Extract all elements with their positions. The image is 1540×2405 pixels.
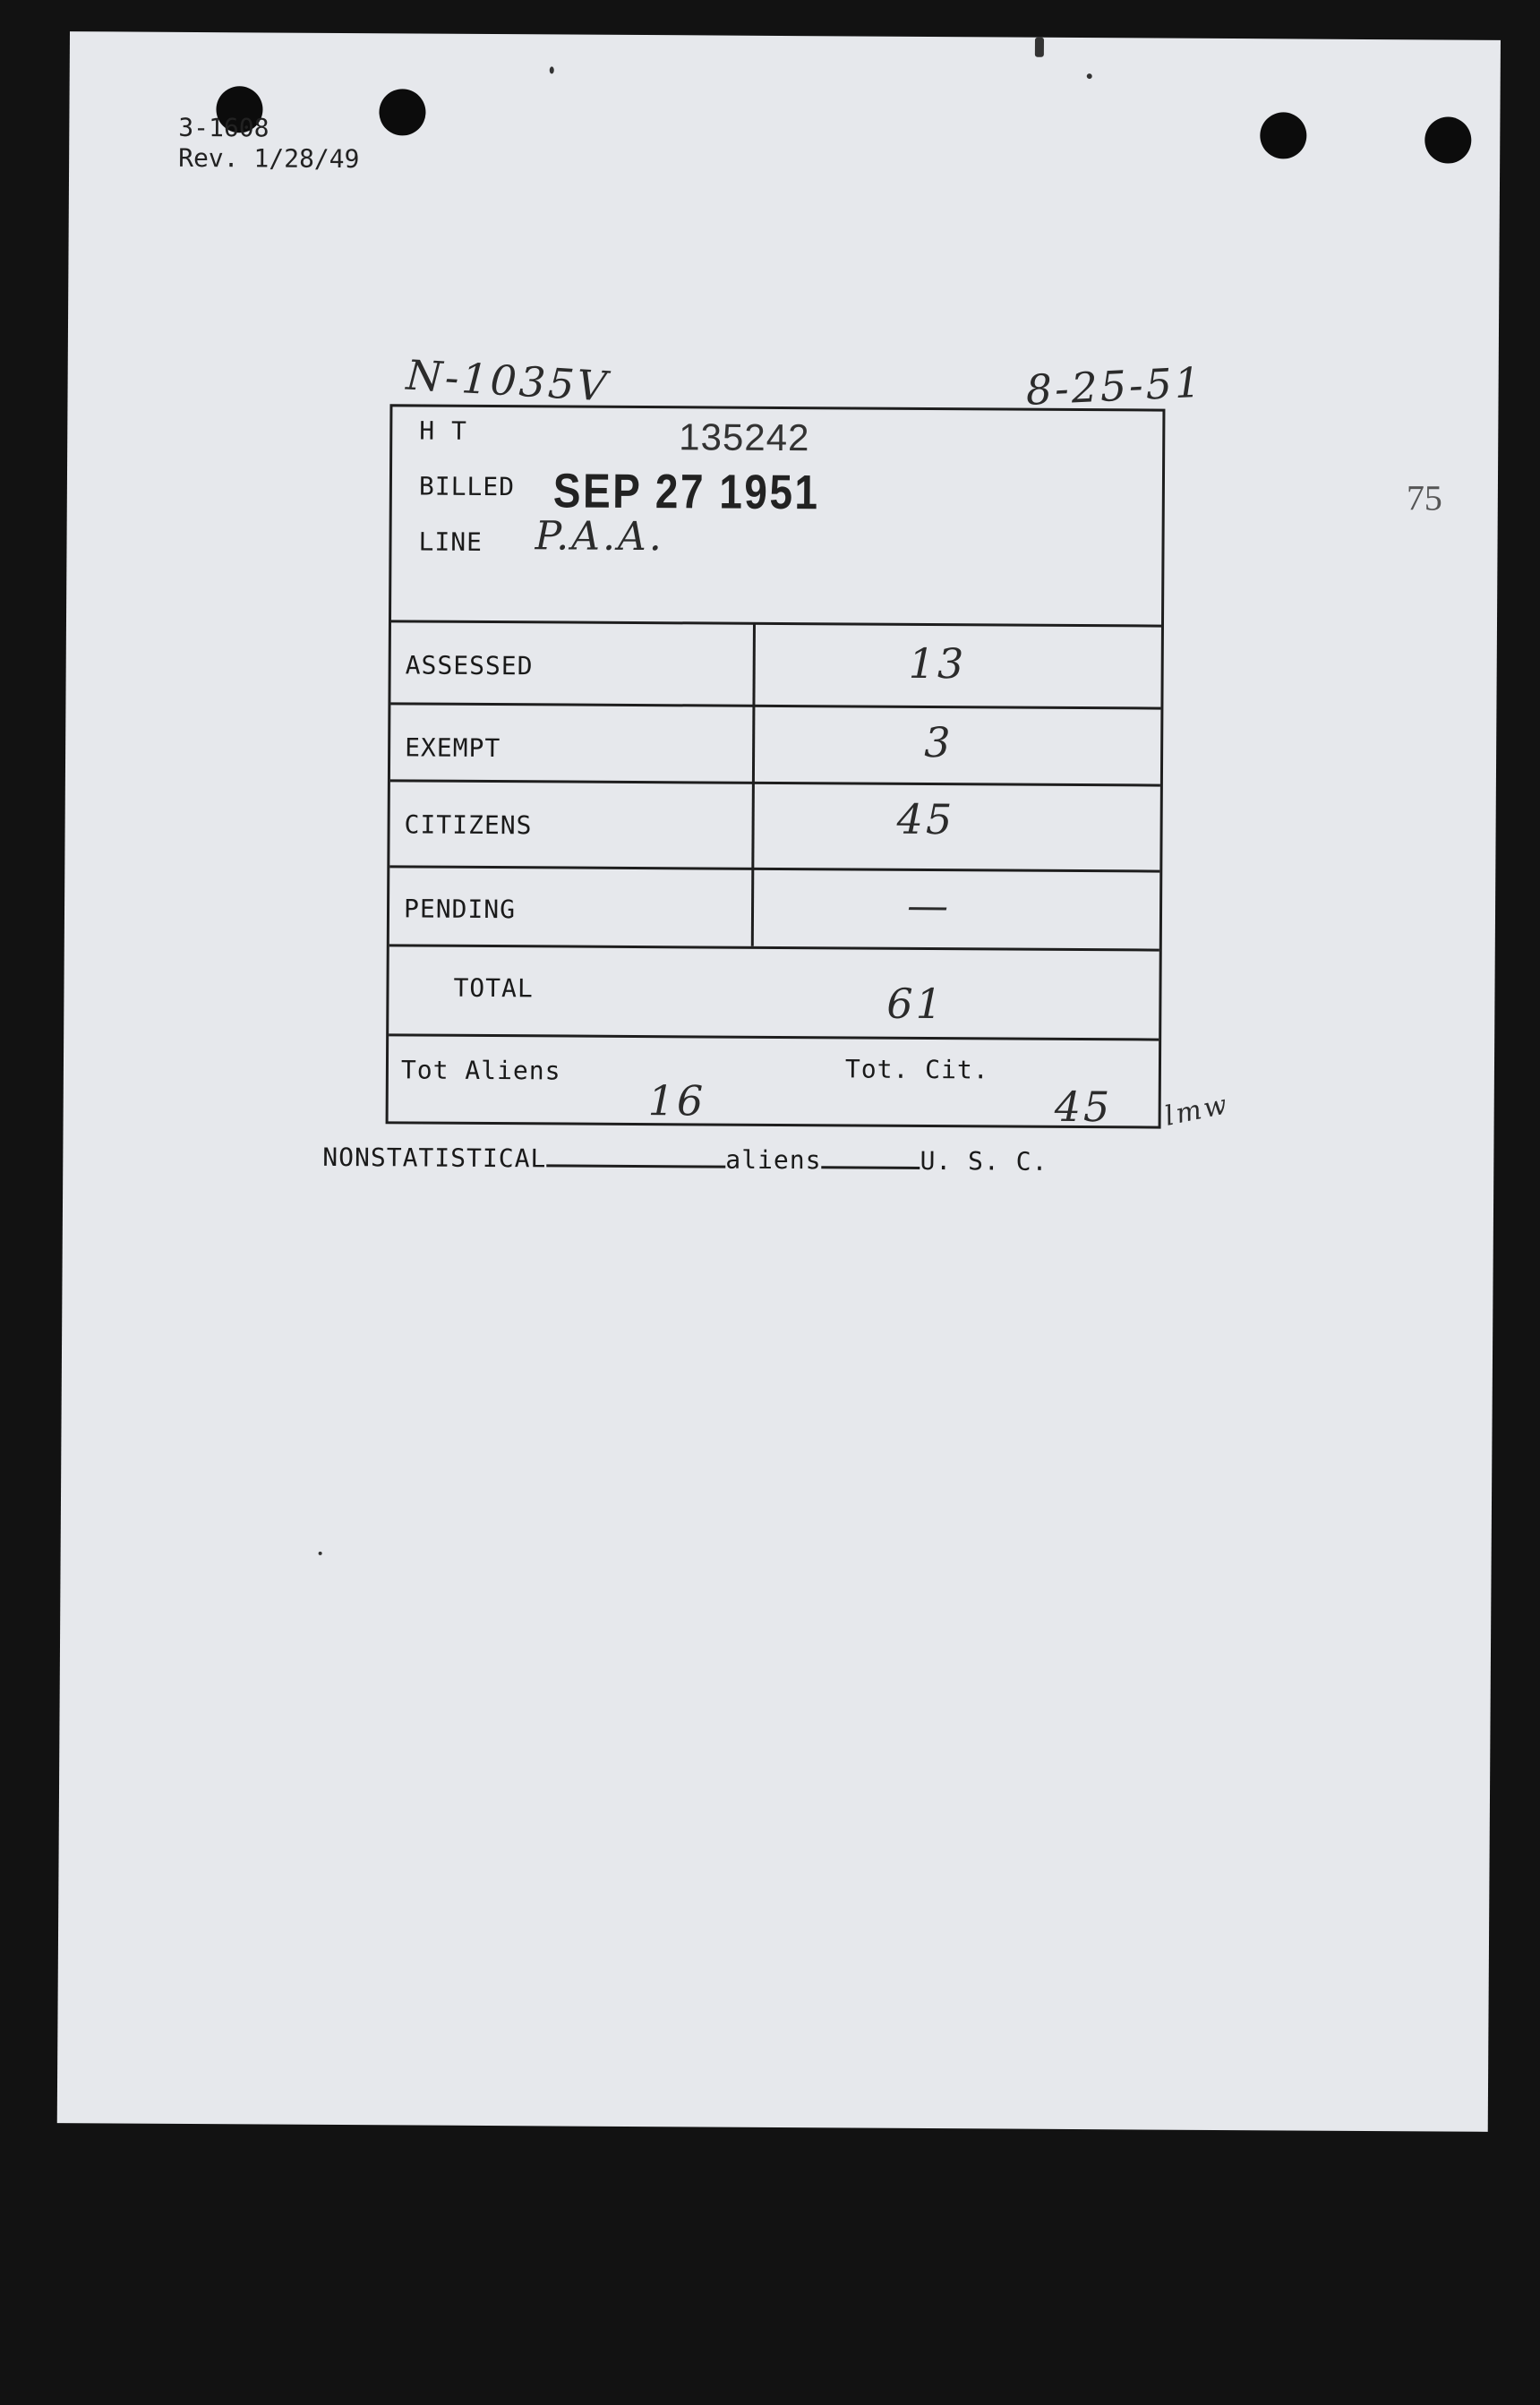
tot-aliens-label: Tot Aliens — [400, 1055, 561, 1086]
total-label: TOTAL — [453, 972, 534, 1004]
ht-number: 135242 — [679, 415, 810, 459]
citizens-label: CITIZENS — [404, 809, 533, 841]
aliens-label: aliens — [725, 1144, 822, 1176]
handwritten-vessel-number: N-1035V — [405, 350, 612, 411]
exempt-value: 3 — [924, 717, 954, 767]
citizens-value: 45 — [896, 794, 955, 844]
tally-card — [386, 404, 1166, 1132]
ht-label: H T — [419, 415, 467, 446]
exempt-label: EXEMPT — [405, 732, 501, 764]
nonstatistical-label: NONSTATISTICAL — [322, 1142, 547, 1174]
assessed-label: ASSESSED — [405, 650, 534, 681]
assessed-value: 13 — [908, 638, 967, 689]
form-number: 3-1608 — [178, 112, 270, 143]
page-number: 75 — [1406, 477, 1442, 518]
initials: lmw — [1161, 1088, 1233, 1133]
billed-date-stamp: SEP 27 1951 — [552, 464, 820, 520]
pending-label: PENDING — [403, 894, 517, 925]
punch-hole — [1260, 112, 1306, 158]
tot-cit-label: Tot. Cit. — [844, 1054, 989, 1085]
document-page — [57, 31, 1501, 2132]
punch-hole — [1424, 116, 1471, 163]
punch-hole — [379, 89, 425, 135]
nonstatistical-line — [322, 1140, 1048, 1177]
handwritten-date: 8-25-51 — [1024, 357, 1205, 415]
tot-cit-value: 45 — [1054, 1082, 1113, 1132]
pending-value: — — [906, 880, 952, 930]
usc-label: U. S. C. — [920, 1145, 1048, 1177]
form-revision: Rev. 1/28/49 — [178, 142, 360, 175]
form-identifier — [178, 113, 360, 175]
billed-label: BILLED — [418, 471, 516, 502]
line-value: P.A.A. — [535, 513, 664, 561]
line-label: LINE — [418, 526, 483, 557]
nonstatistical-aliens-blank — [546, 1141, 725, 1168]
total-value: 61 — [886, 979, 945, 1029]
tot-aliens-value: 16 — [647, 1076, 706, 1125]
nonstatistical-usc-blank — [821, 1143, 920, 1169]
